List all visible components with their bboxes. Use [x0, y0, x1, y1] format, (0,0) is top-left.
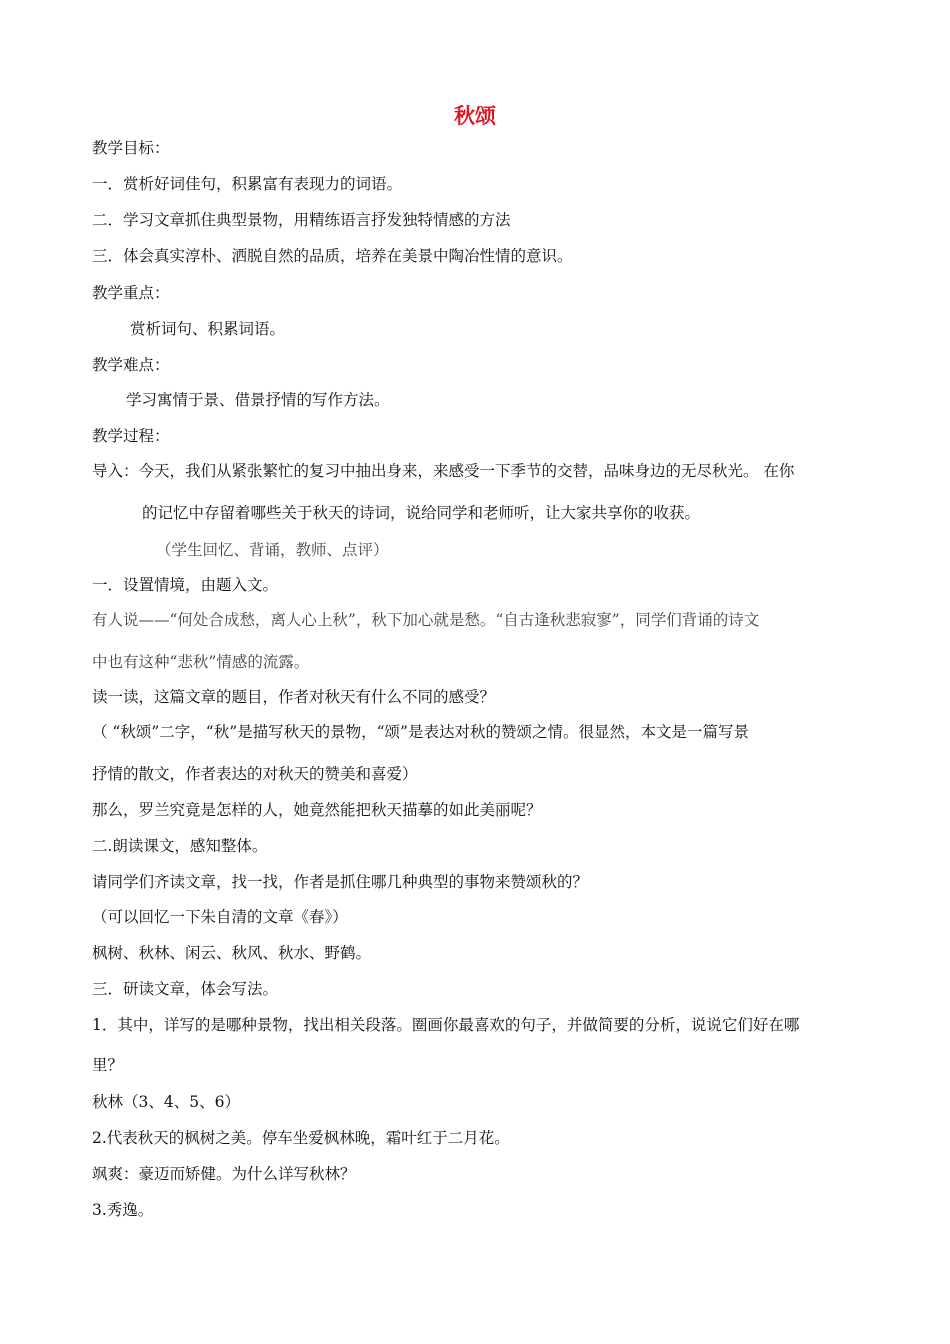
text-line: 二.朗读课文，感知整体。: [92, 837, 268, 855]
text-line: 教学重点：: [92, 284, 170, 302]
text-line: （学生回忆、背诵，教师、点评）: [156, 541, 389, 559]
text-line: 教学目标：: [92, 139, 170, 157]
document-title: 秋颂: [454, 104, 496, 128]
text-line: 三．研读文章，体会写法。: [92, 980, 279, 998]
text-line: 有人说——“何处合成愁，离人心上秋”，秋下加心就是愁。“自古逢秋悲寂寥”，同学们背诵的诗文: [92, 611, 760, 629]
text-line: 里？: [92, 1056, 124, 1074]
text-line: 教学难点：: [92, 356, 170, 374]
text-line: 那么，罗兰究竟是怎样的人，她竟然能把秋天描摹的如此美丽呢？: [92, 801, 542, 819]
text-line: 的记忆中存留着哪些关于秋天的诗词，说给同学和老师听，让大家共享你的收获。: [142, 504, 701, 522]
text-line: 导入：今天，我们从紧张繁忙的复习中抽出身来，来感受一下季节的交替，品味身边的无尽秋光。 在你: [92, 462, 795, 480]
text-line: （ “秋颂”二字，“秋”是描写秋天的景物，“颂”是表达对秋的赞颂之情。很显然，本文是一篇写景: [92, 723, 749, 741]
text-line: 1．其中，详写的是哪种景物，找出相关段落。圈画你最喜欢的句子，并做简要的分析，说说它们好在哪: [92, 1016, 800, 1034]
text-line: 抒情的散文，作者表达的对秋天的赞美和喜爱）: [92, 765, 418, 783]
text-line: 二．学习文章抓住典型景物，用精练语言抒发独特情感的方法: [92, 211, 511, 229]
text-line: 秋林（3、4、5、6）: [92, 1093, 240, 1111]
text-line: 飒爽：豪迈而矫健。为什么详写秋林？: [92, 1165, 356, 1183]
text-line: 2.代表秋天的枫树之美。停车坐爱枫林晚，霜叶红于二月花。: [92, 1129, 510, 1147]
text-line: （可以回忆一下朱自清的文章《春》）: [92, 908, 348, 926]
text-line: 一．设置情境，由题入文。: [92, 576, 279, 594]
text-line: 3.秀逸。: [92, 1201, 154, 1219]
text-line: 赏析词句、积累词语。: [130, 320, 286, 338]
text-line: 枫树、秋林、闲云、秋风、秋水、野鹤。: [92, 944, 372, 962]
text-line: 三．体会真实淳朴、洒脱自然的品质，培养在美景中陶冶性情的意识。: [92, 247, 573, 265]
text-line: 一．赏析好词佳句，积累富有表现力的词语。: [92, 175, 403, 193]
text-line: 请同学们齐读文章，找一找，作者是抓住哪几种典型的事物来赞颂秋的？: [92, 873, 589, 891]
text-line: 读一读，这篇文章的题目，作者对秋天有什么不同的感受？: [92, 688, 496, 706]
text-line: 中也有这种“悲秋”情感的流露。: [92, 653, 310, 671]
text-line: 学习寓情于景、借景抒情的写作方法。: [126, 391, 390, 409]
text-line: 教学过程：: [92, 427, 170, 445]
